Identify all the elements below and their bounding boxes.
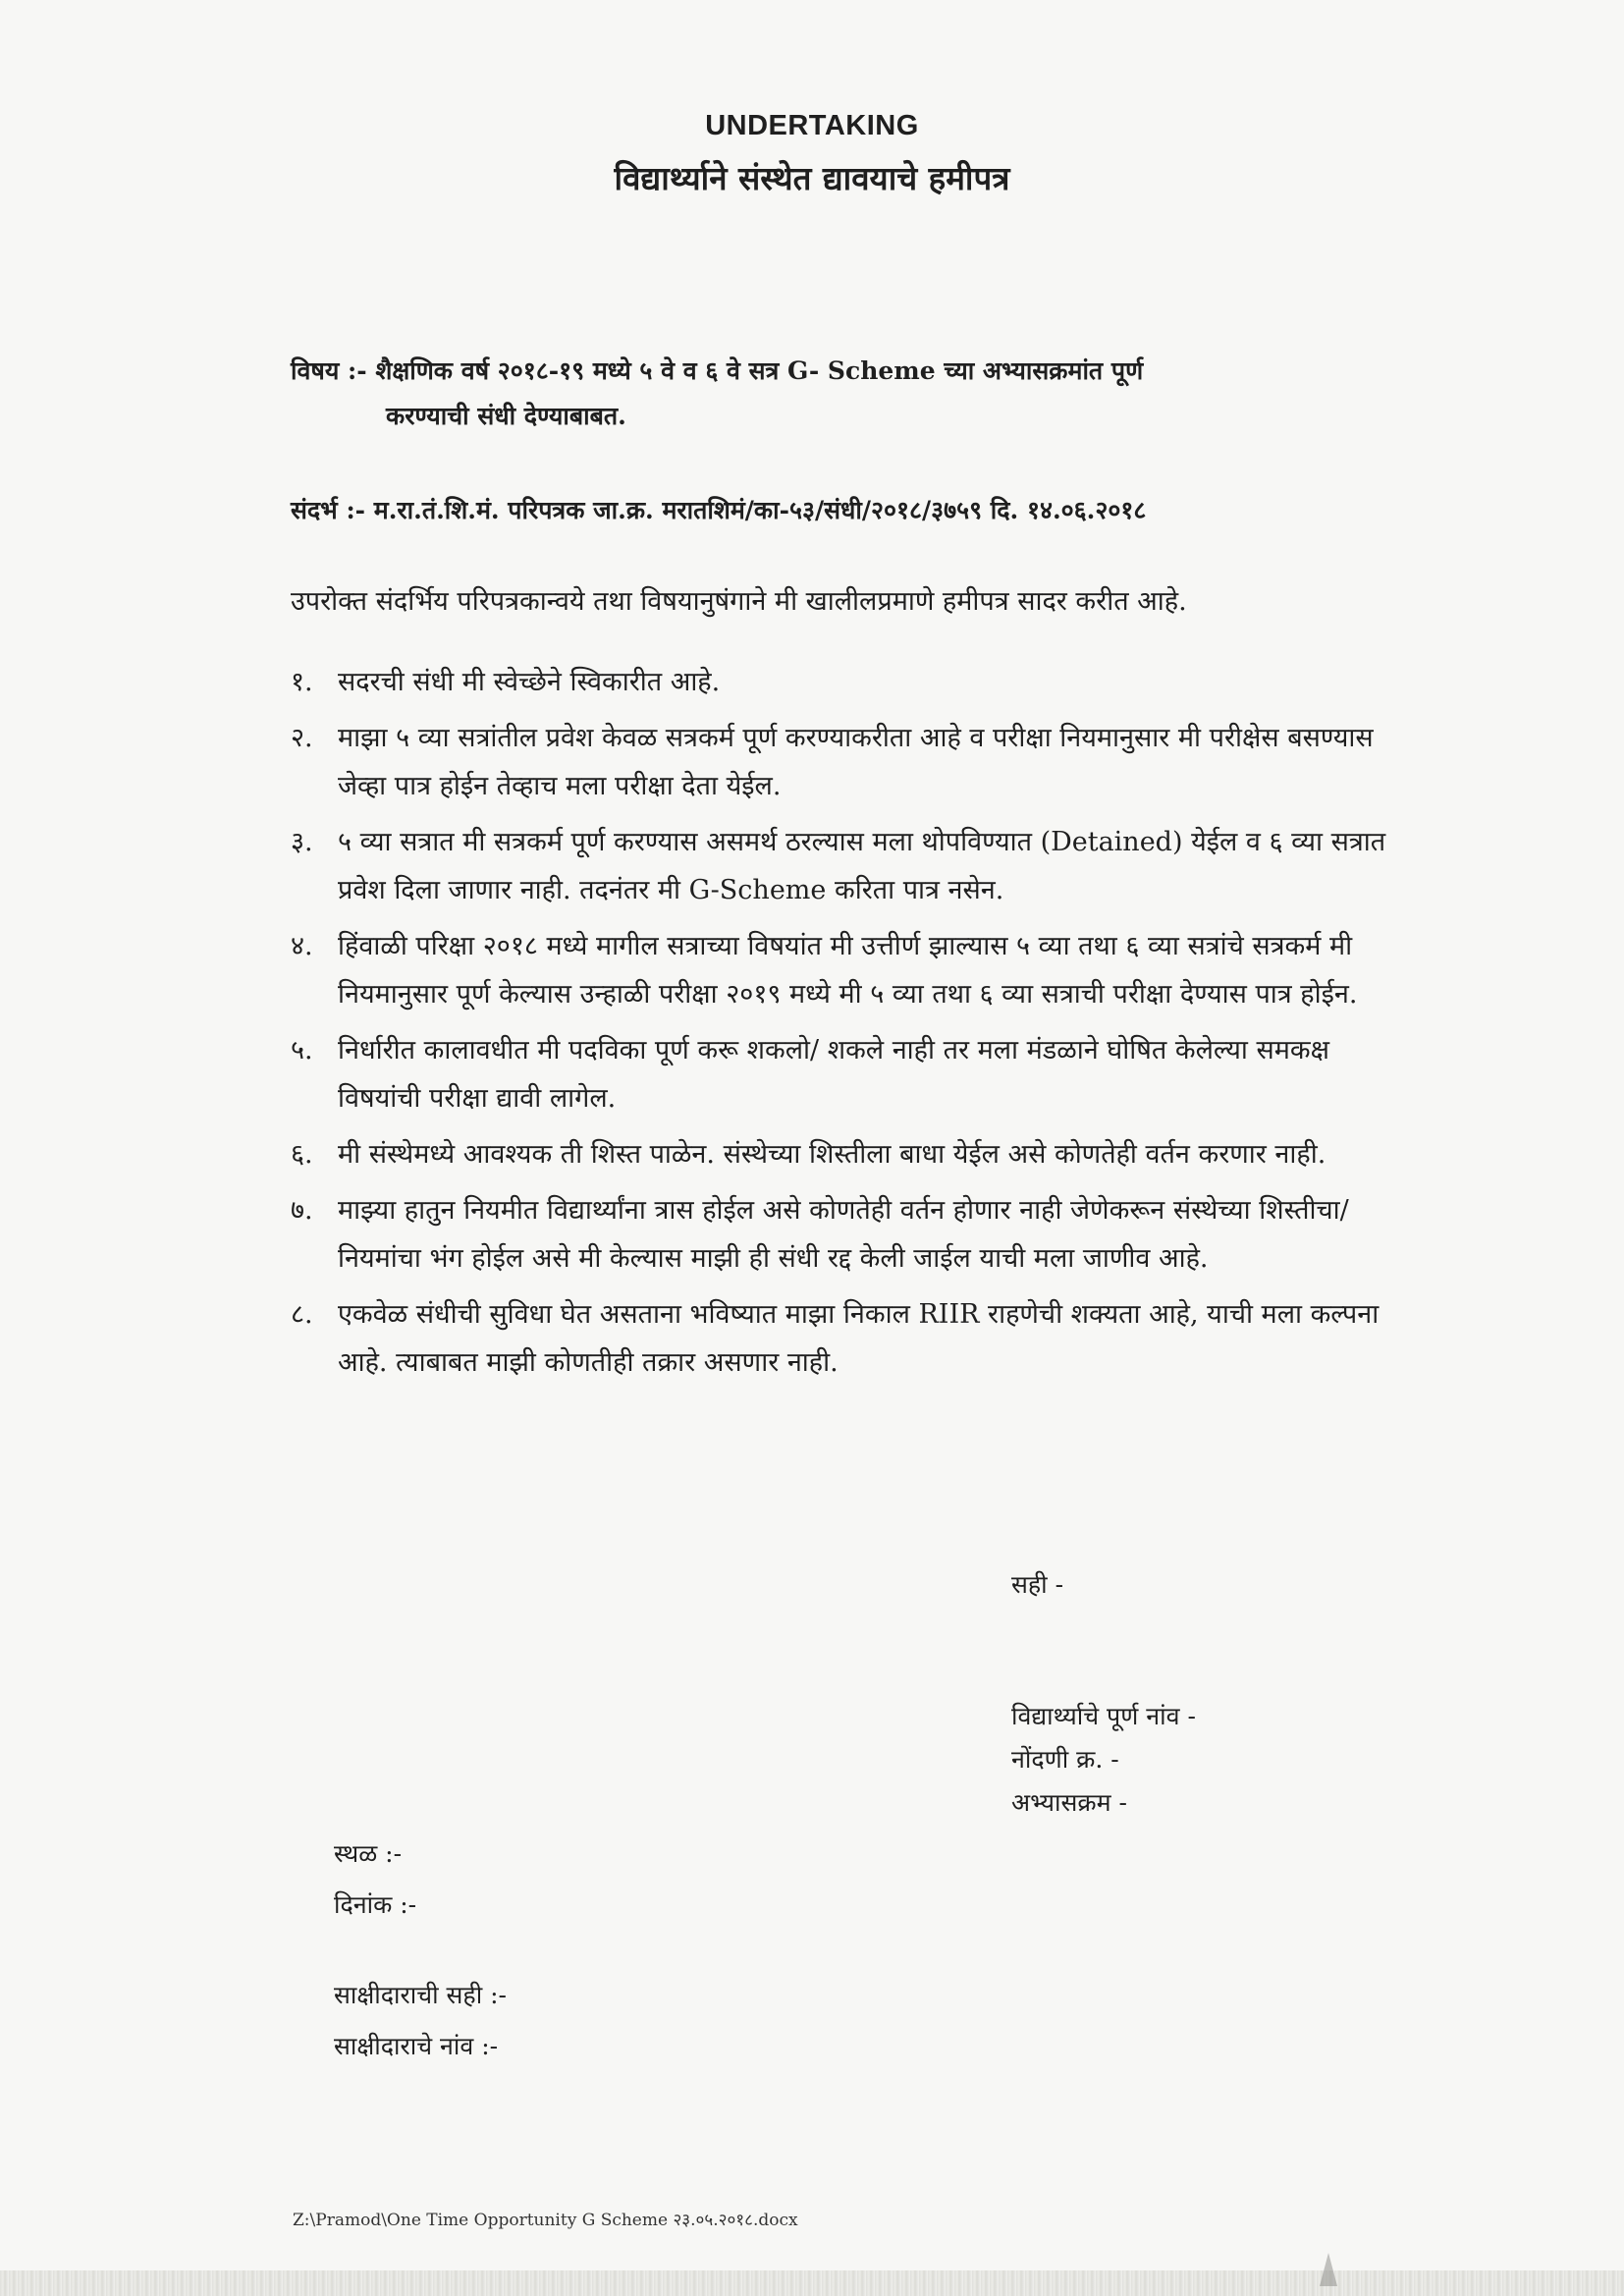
point-text: माझा ५ व्या सत्रांतील प्रवेश केवळ सत्रकर्म पूर्ण करण्याकरीता आहे व परीक्षा नियमानुसार मी परीक्षेस बसण्यास जेव्हा पात्र होईन तेव्हाच मला परीक्षा देता येईल. [338, 723, 1374, 801]
witness-signature-label: साक्षीदाराची सही :- [334, 1981, 507, 2009]
point-number: २. [291, 723, 313, 753]
point-number: ६. [291, 1139, 313, 1170]
point-text: माझ्या हातुन नियमीत विद्यार्थ्यांना त्रास होईल असे कोणतेही वर्तन होणार नाही जेणेकरून संस्थेच्या शिस्तीचा/नियमांचा भंग होईल असे मी केल्यास माझी ही संधी रद्द केली जाईल याची मला जाणीव आहे. [338, 1195, 1349, 1274]
point-number: ३. [291, 827, 313, 857]
signature-label: सही - [1011, 1570, 1064, 1599]
point-number: ४. [291, 931, 313, 961]
list-item [291, 922, 1420, 1018]
course-label: अभ्यासक्रम - [1011, 1788, 1127, 1817]
intro-paragraph: उपरोक्त संदर्भिय परिपत्रकान्वये तथा विषयानुषंगाने मी खालीलप्रमाणे हमीपत्र सादर करीत आहे. [291, 586, 1187, 617]
subject-block [291, 349, 1400, 439]
title-english: UNDERTAKING [705, 110, 919, 141]
registration-number-label: नोंदणी क्र. - [1011, 1745, 1119, 1774]
point-text: एकवेळ संधीची सुविधा घेत असताना भविष्यात माझा निकाल RIIR राहणेची शक्यता आहे, याची मला कल्पना आहे. त्याबाबत माझी कोणतीही तक्रार असणार नाही. [338, 1299, 1380, 1378]
subject-line-1: विषय :- शैक्षणिक वर्ष २०१८-१९ मध्ये ५ वे व ६ वे सत्र G- Scheme च्या अभ्यासक्रमांत पूर्ण [291, 356, 1144, 385]
point-text: ५ व्या सत्रात मी सत्रकर्म पूर्ण करण्यास असमर्थ ठरल्यास मला थोपविण्यात (Detained) येईल व ६ व्या सत्रात प्रवेश दिला जाणार नाही. तदनंतर मी G-Scheme करिता पात्र नसेन. [338, 827, 1386, 905]
list-item [291, 714, 1420, 810]
scan-mark-artifact [1320, 2253, 1337, 2286]
list-item [291, 1290, 1420, 1387]
date-label: दिनांक :- [334, 1890, 417, 1919]
list-item [291, 1026, 1420, 1122]
point-text: निर्धारीत कालावधीत मी पदविका पूर्ण करू शकलो/ शकले नाही तर मला मंडळाने घोषित केलेल्या समकक्ष विषयांची परीक्षा द्यावी लागेल. [338, 1035, 1329, 1114]
list-item [291, 818, 1420, 914]
place-label: स्थळ :- [334, 1839, 403, 1868]
point-number: १. [291, 667, 313, 697]
scan-edge-artifact [0, 2270, 1624, 2296]
undertaking-points-list [291, 658, 1420, 1394]
student-info-block [1011, 1695, 1196, 1825]
student-name-label: विद्यार्थ्याचे पूर्ण नांव - [1011, 1702, 1196, 1730]
reference-line: संदर्भ :- म.रा.तं.शि.मं. परिपत्रक जा.क्र. मरातशिमं/का-५३/संधी/२०१८/३७५९ दि. १४.०६.२०१८ [291, 496, 1147, 524]
title-marathi: विद्यार्थ्याने संस्थेत द्यावयाचे हमीपत्र [614, 159, 1010, 197]
list-item [291, 1186, 1420, 1283]
witness-name-label: साक्षीदाराचे नांव :- [334, 2032, 499, 2060]
list-item [291, 658, 1420, 706]
footer-file-path: Z:\Pramod\One Time Opportunity G Scheme २३.०५.२०१८.docx [293, 2211, 798, 2230]
point-text: हिंवाळी परिक्षा २०१८ मध्ये मागील सत्राच्या विषयांत मी उत्तीर्ण झाल्यास ५ व्या तथा ६ व्या सत्रांचे सत्रकर्म मी नियमानुसार पूर्ण केल्यास उन्हाळी परीक्षा २०१९ मध्ये मी ५ व्या तथा ६ व्या सत्राची परीक्षा देण्यास पात्र होईन. [338, 931, 1358, 1010]
witness-block [334, 1970, 507, 2072]
list-item [291, 1130, 1420, 1178]
subject-line-2: करण्याची संधी देण्याबाबत. [386, 402, 626, 430]
point-text: मी संस्थेमध्ये आवश्यक ती शिस्त पाळेन. संस्थेच्या शिस्तीला बाधा येईल असे कोणतेही वर्तन करणार नाही. [338, 1139, 1326, 1170]
place-date-block [334, 1829, 416, 1931]
point-number: ८. [291, 1299, 313, 1330]
point-text: सदरची संधी मी स्वेच्छेने स्विकारीत आहे. [338, 667, 721, 697]
point-number: ७. [291, 1195, 313, 1226]
point-number: ५. [291, 1035, 313, 1066]
